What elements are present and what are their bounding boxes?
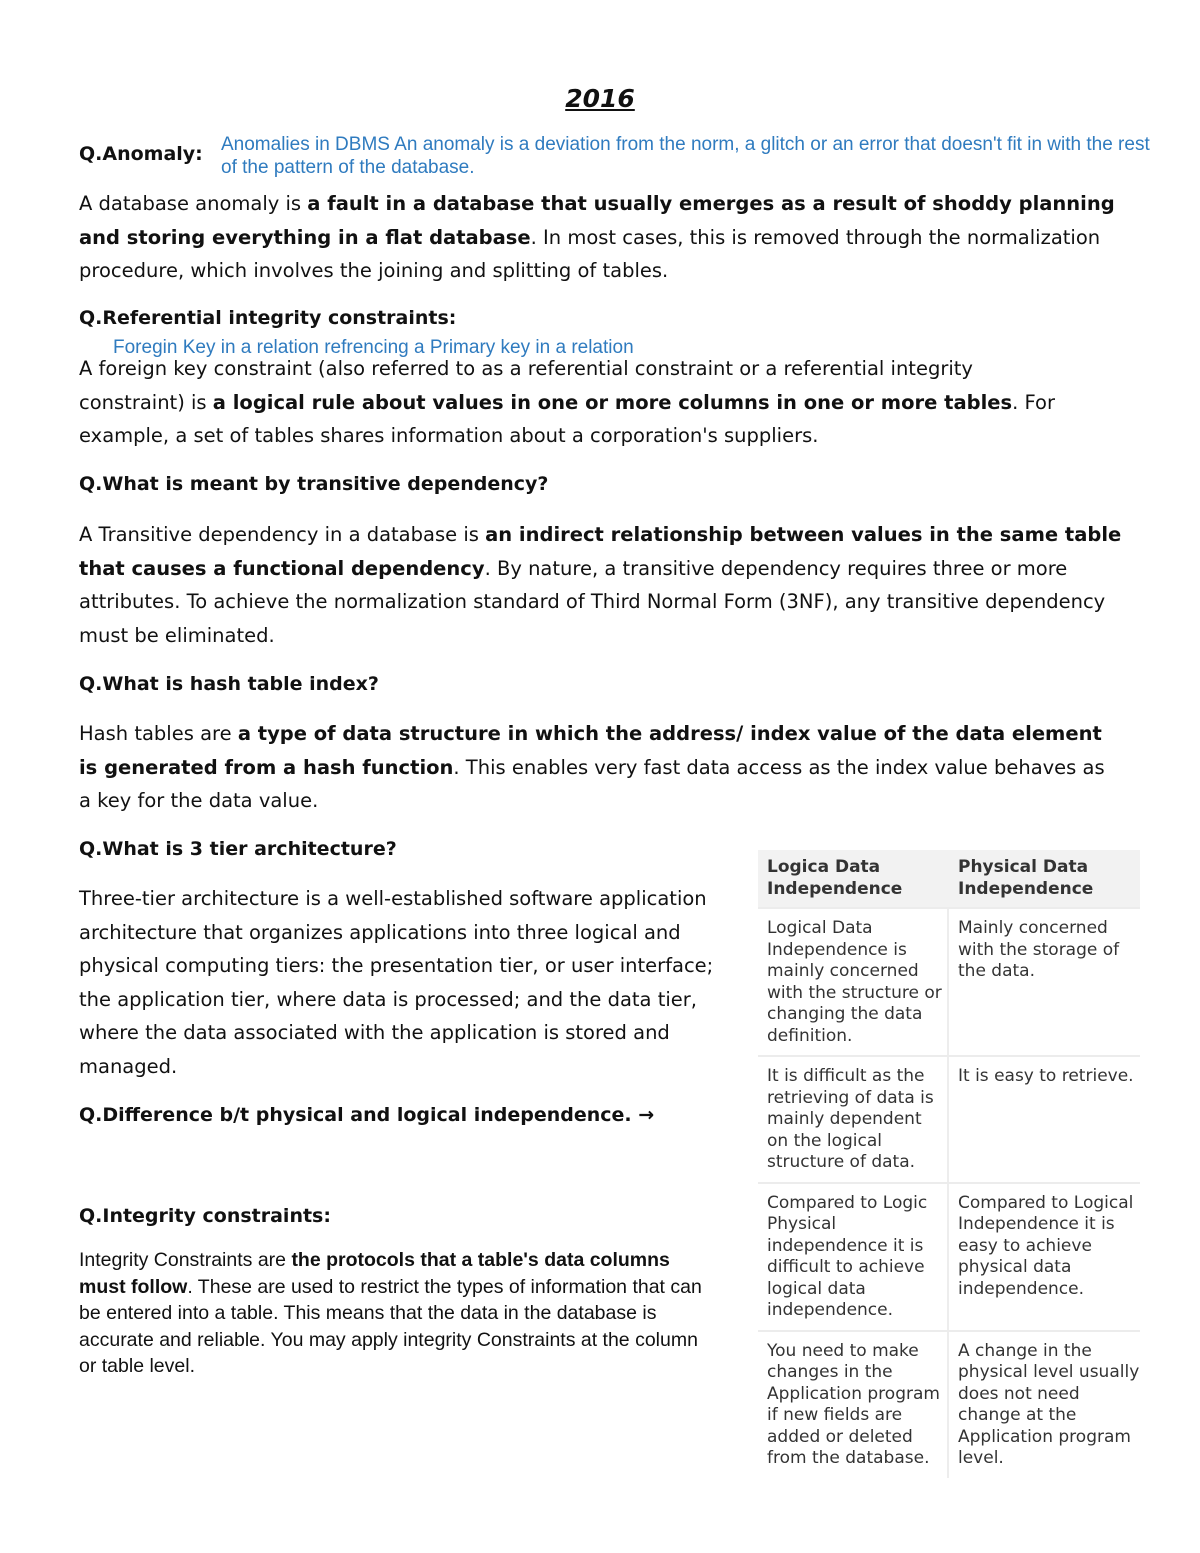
question-tier: Q.What is 3 tier architecture? [79, 838, 397, 860]
table-row [758, 907, 1140, 1055]
answer-tier: Three-tier architecture is a well-established software application architecture that organizes applications into three logical and physical computing tiers: the presentation tier, or user interface; the application tier, where data is processed; and the data tier, where the data associated with the application is stored and managed. [79, 887, 714, 1078]
table-row [758, 1330, 1140, 1478]
question-difference: Q.Difference b/t physical and logical independence. → [79, 1104, 655, 1126]
cell-logical: It is difficult as the retrieving of data is mainly dependent on the logical structure of data. [758, 1057, 949, 1182]
table-row [758, 1182, 1140, 1330]
table-header [758, 850, 1140, 907]
table-row [758, 1055, 1140, 1182]
answer-integrity: Integrity Constraints are the protocols that a table's data columns must follow. These are used to restrict the types of information that can be entered into a table. This means that the data in the database is accurate and reliable. You may apply integrity Constraints at the column or table level. [79, 1249, 702, 1377]
question-integrity: Q.Integrity constraints: [79, 1205, 331, 1227]
header-physical: Physical Data Independence [958, 857, 1094, 899]
question-transitive: Q.What is meant by transitive dependency? [79, 473, 549, 495]
note-referential: Foregin Key in a relation refrencing a Primary key in a relation [113, 337, 634, 358]
answer-referential: A foreign key constraint (also referred to as a referential constraint or a referential integrity constraint) is a logical rule about values in one or more columns in one or more tables. For example, a set of tables shares information about a corporation's suppliers. [79, 357, 1055, 447]
cell-physical: Mainly concerned with the storage of the data. [958, 918, 1120, 981]
cell-logical: Compared to Logic Physical independence it is difficult to achieve logical data independence. [758, 1184, 949, 1330]
answer-anomaly: A database anomaly is a fault in a database that usually emerges as a result of shoddy planning and storing everything in a flat database. In most cases, this is removed through the normalization procedure, which involves the joining and splitting of tables. [79, 192, 1115, 282]
cell-physical: A change in the physical level usually does not need change at the Application program level. [958, 1340, 1140, 1468]
independence-table [758, 850, 1140, 1478]
question-hash: Q.What is hash table index? [79, 673, 379, 695]
cell-logical: Logical Data Independence is mainly concerned with the structure or changing the data definition. [758, 909, 949, 1055]
answer-transitive: A Transitive dependency in a database is an indirect relationship between values in the same table that causes a functional dependency. By nature, a transitive dependency requires three or more attributes. To achieve the normalization standard of Third Normal Form (3NF), any transitive dependency must be eliminated. [79, 523, 1122, 647]
answer-hash: Hash tables are a type of data structure in which the address/ index value of the data element is generated from a hash function. This enables very fast data access as the index value behaves as a key for the data value. [79, 722, 1105, 812]
question-anomaly: Q.Anomaly: [79, 143, 203, 165]
header-logical: Logica Data Independence [767, 857, 903, 899]
cell-physical: Compared to Logical Independence it is easy to achieve physical data independence. [958, 1192, 1134, 1299]
note-anomaly: Anomalies in DBMS An anomaly is a deviation from the norm, a glitch or an error that doesn't fit in with the rest of the pattern of the database. [221, 134, 1150, 178]
page-title: 2016 [565, 84, 635, 113]
cell-physical: It is easy to retrieve. [958, 1066, 1134, 1086]
question-referential: Q.Referential integrity constraints: [79, 307, 457, 329]
cell-logical: You need to make changes in the Application program if new fields are added or deleted from the database. [758, 1332, 949, 1478]
